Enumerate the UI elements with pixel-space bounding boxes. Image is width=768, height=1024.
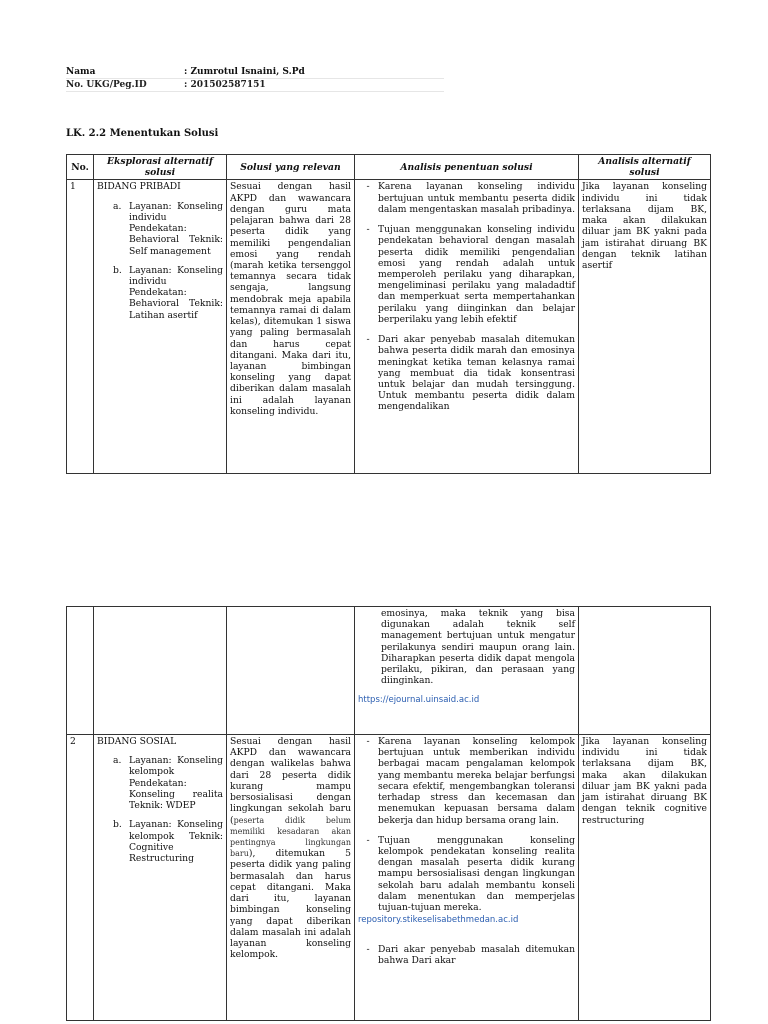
list-item-text: Karena layanan konseling kelompok bertujuan untuk memberikan individu berbagai macam pengalaman kelompok yang membantu mereka belajar berfungsi secara efektif, mengembangkan toleransi terhadap stress dan kecemasan dan menemukan kepuasan bersama dalam bekerja dan hidup bersama orang lain.: [378, 736, 575, 826]
list-item-text: Dari akar penyebab masalah ditemukan bahwa peserta didik marah dan emosinya meningkat ketika teman kelasnya ramai yang membuat dia tidak konsentrasi untuk belajar dan mudah tersinggung. Untuk membantu peserta didik dalam mengendalikan: [378, 334, 575, 413]
reference-link[interactable]: repository.stikeselisabethmedan.ac.id: [358, 915, 519, 926]
identity-header: [66, 66, 444, 92]
solution-cell: [227, 607, 355, 735]
list-item: - Tujuan menggunakan konseling kelompok pendekatan konseling realita dengan masalah peserta didik kurang mampu bersosialisasi dengan lingkungan sekolah baru adalah membantu konseli dalam menentukan dan memperjelas tujuan-tujuan mereka.: [366, 834, 575, 914]
alternative-cell: Jika layanan konseling individu ini tidak terlaksana dijam BK, maka akan dilakukan diluar jam BK yakni pada jam istirahat diruang BK dengan teknik cognitive restructuring: [579, 735, 711, 1021]
field-name: BIDANG PRIBADI: [97, 181, 181, 193]
col-header-analisis-alternatif: Analisis alternatif solusi: [579, 155, 711, 180]
ukg-value: : 201502587151: [184, 79, 266, 90]
page-title: LK. 2.2 Menentukan Solusi: [66, 128, 219, 139]
col-header-solusi: Solusi yang relevan: [227, 155, 355, 180]
list-item: [113, 755, 223, 811]
analysis-continuation: emosinya, maka teknik yang bisa digunakan adalah teknik self management bertujuan untuk mengatur perilakunya sendiri maupun orang lain. Diharapkan peserta didik dapat mengola perilaku, pikiran, dan perasaan yang diinginkan.: [381, 608, 575, 687]
alternative-cell: Jika layanan konseling individu ini tidak terlaksana dijam BK, maka akan dilakukan diluar jam BK yakni pada jam istirahat diruang BK dengan teknik latihan asertif: [579, 180, 711, 474]
exploration-cell: [94, 180, 227, 474]
analysis-cell: [355, 607, 579, 735]
table-row: [67, 607, 711, 735]
solution-text: Sesuai dengan hasil AKPD dan wawancara dengan walikelas bahwa dari 28 peserta didik kurang mampu bersosialisasi dengan lingkungan sekolah baru (: [230, 736, 351, 826]
table-row: [67, 180, 711, 474]
list-marker: a.: [113, 755, 122, 767]
list-item: [113, 819, 223, 864]
col-header-eksplorasi: Eksplorasi alternatif solusi: [94, 155, 227, 180]
list-item-text: Layanan: Konseling individu Pendekatan: Behavioral Teknik: Self management: [129, 200, 223, 257]
list-item: - Dari akar penyebab masalah ditemukan bahwa Dari akar: [366, 943, 575, 966]
exploration-list: [97, 201, 223, 321]
list-marker: a.: [113, 200, 122, 212]
analysis-cell: [355, 735, 579, 1021]
list-item: [113, 201, 223, 257]
list-item-text: Layanan: Konseling individu Pendekatan: Behavioral Teknik: Latihan asertif: [129, 264, 223, 321]
list-marker: b.: [113, 819, 122, 831]
name-row: [66, 66, 444, 79]
list-marker: b.: [113, 264, 122, 276]
col-header-analisis-penentuan: Analisis penentuan solusi: [355, 155, 579, 180]
list-item: - Tujuan menggunakan konseling individu pendekatan behavioral dengan masalah peserta didik memiliki pengendalian emosi yang rendah adalah untuk memperoleh perilaku yang diharapkan, mengeliminasi perilaku yang maladadtif dan memperkuat serta mempertahankan perilaku yang diinginkan dan belajar berperilaku yang lebih efektif: [366, 224, 575, 325]
ukg-label: No. UKG/Peg.ID: [66, 79, 147, 90]
list-item: [113, 265, 223, 321]
row-number: 1: [67, 180, 94, 474]
list-item-text: Tujuan menggunakan konseling kelompok pendekatan konseling realita dengan masalah peserta didik kurang mampu bersosialisasi dengan lingkungan sekolah baru adalah membantu konseli dalam menentukan dan memperjelas tujuan-tujuan mereka.: [378, 834, 575, 914]
list-item: - Dari akar penyebab masalah ditemukan bahwa peserta didik marah dan emosinya meningkat ketika teman kelasnya ramai yang membuat dia tidak konsentrasi untuk belajar dan mudah tersinggung. Untuk membantu peserta didik dalam mengendalikan: [366, 334, 575, 413]
solution-cell: [227, 735, 355, 1021]
list-item-text: Layanan: Konseling kelompok Teknik: Cognitive Restructuring: [129, 819, 223, 864]
reference-link[interactable]: https://ejournal.uinsaid.ac.id: [358, 694, 480, 705]
solution-note: peserta didik belum memiliki kesadaran akan pentingnya lingkungan baru: [230, 815, 351, 859]
analysis-list: [358, 181, 575, 412]
col-header-no: No.: [67, 155, 94, 180]
table-header-row: [67, 155, 711, 180]
name-value: : Zumrotul Isnaini, S.Pd: [184, 66, 305, 77]
list-item: - Karena layanan konseling kelompok bertujuan untuk memberikan individu berbagai macam pengalaman kelompok yang membantu mereka belajar berfungsi secara efektif, mengembangkan toleransi terhadap stress dan kecemasan dan menemukan kepuasan bersama dalam bekerja dan hidup bersama orang lain.: [366, 736, 575, 826]
solution-table-page-2: [66, 606, 711, 1021]
exploration-list: [97, 755, 223, 864]
analysis-cell: [355, 180, 579, 474]
table-row: [67, 735, 711, 1021]
alternative-cell: [579, 607, 711, 735]
row-number: 2: [67, 735, 94, 1021]
ukg-row: [66, 79, 444, 92]
list-item-text: Karena layanan konseling individu bertujuan untuk membantu peserta didik dalam mengentaskan masalah pribadinya.: [378, 181, 576, 215]
name-label: Nama: [66, 66, 96, 77]
list-item-text: Dari akar penyebab masalah ditemukan bahwa Dari akar: [378, 943, 575, 966]
solution-cell: Sesuai dengan hasil AKPD dan wawancara dengan guru mata pelajaran bahwa dari 28 peserta didik yang memiliki pengendalian emosi yang rendah (marah ketika tersenggol temannya secara tidak sengaja, langsung mendobrak meja apabila temannya ramai di dalam kelas), ditemukan 1 siswa yang paling bermasalah dan harus cepat ditangani. Maka dari itu, layanan bimbingan konseling yang dapat diberikan dalam masalah ini adalah layanan konseling individu.: [227, 180, 355, 474]
solution-table-page-1: [66, 154, 711, 474]
row-number: [67, 607, 94, 735]
list-item-text: Layanan: Konseling kelompok Pendekatan: Konseling realita Teknik: WDEP: [129, 755, 223, 812]
solution-text-end: ), ditemukan 5 peserta didik yang paling bermasalah dan harus cepat ditangani. Maka dari itu, layanan bimbingan konseling yang dapat diberikan dalam masalah ini adalah layanan konseling kelompok.: [230, 848, 351, 961]
analysis-list-cont: [358, 944, 575, 966]
field-name: BIDANG SOSIAL: [97, 736, 177, 747]
exploration-cell: [94, 607, 227, 735]
list-item: - Karena layanan konseling individu bertujuan untuk membantu peserta didik dalam mengentaskan masalah pribadinya.: [366, 181, 576, 215]
list-item-text: Tujuan menggunakan konseling individu pendekatan behavioral dengan masalah peserta didik memiliki pengendalian emosi yang rendah adalah untuk memperoleh perilaku yang diharapkan, mengeliminasi perilaku yang maladadtif dan memperkuat serta mempertahankan perilaku yang diinginkan dan belajar berperilaku yang lebih efektif: [378, 224, 575, 325]
exploration-cell: [94, 735, 227, 1021]
analysis-list: [358, 736, 575, 913]
